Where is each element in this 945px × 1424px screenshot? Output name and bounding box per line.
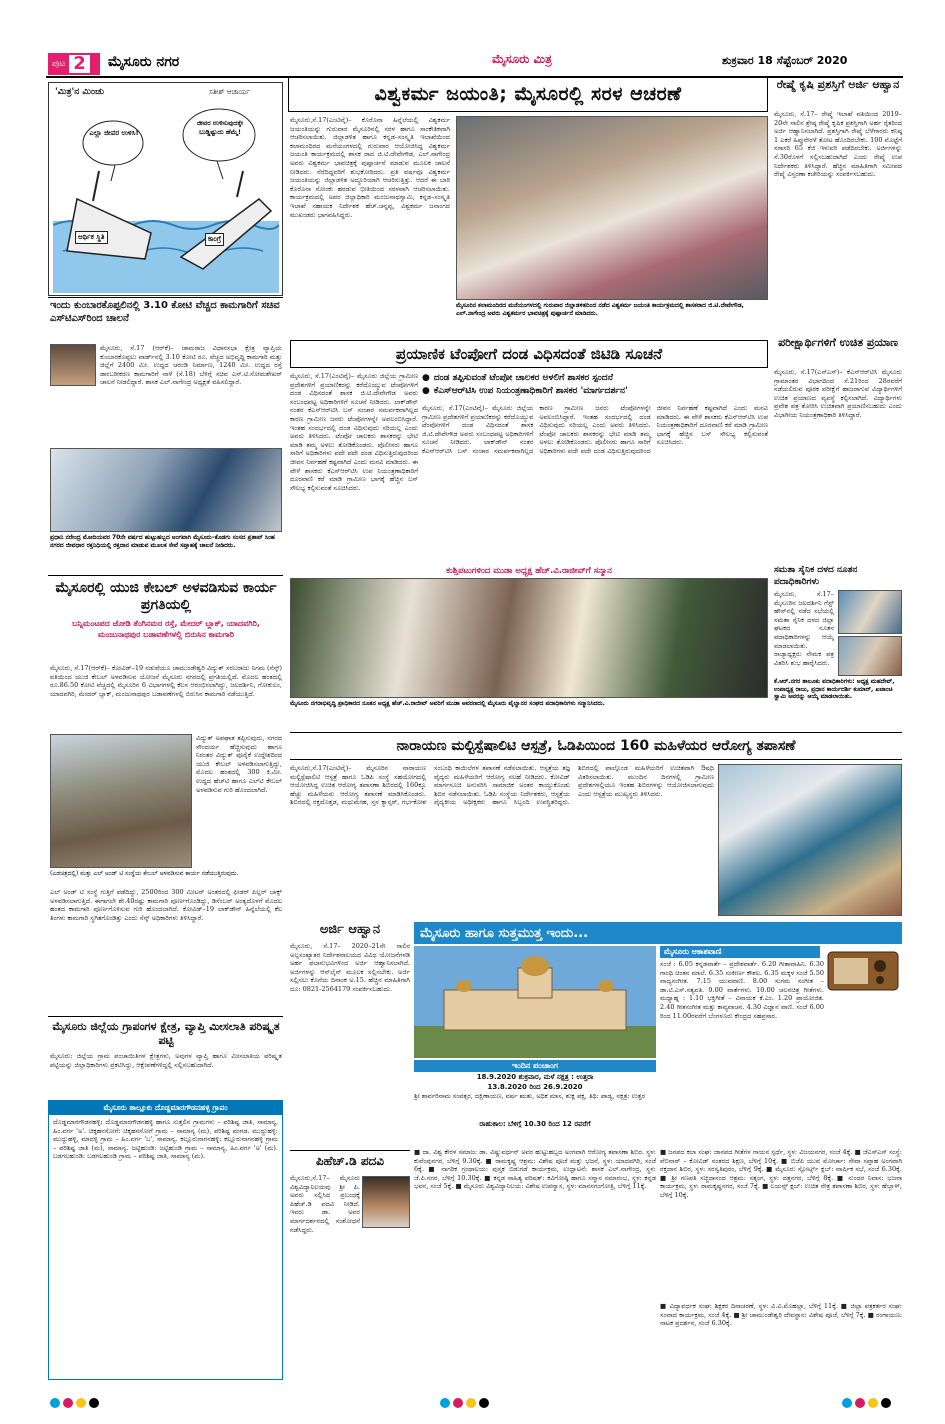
tempo-bullets [422, 372, 768, 402]
tempo-headline: ಪ್ರಯಾಣಿಕ ಟೆಂಪೋಗೆ ದಂಡ ವಿಧಿಸದಂತೆ ಜಿಟಿಡಿ ಸೂಚನೆ [395, 345, 663, 363]
radio-text: ಸಂಜೆ : 6.05 ಕನ್ನಡವಾರ್ತೆ – ಪ್ರದೇಶವಾರ್ತೆ. 6.20 ಗೀತಾವಾಹಿನಿ. 6.30 ಗಾಂಧಿ ಚಿಂತನ ಮಾಲೆ. 6.35 ಸಂಕೀರ್ಣ ಕೌಶಲ. 6.35 ಮಕ್ಕಳ ಸಂಜೆ 5.50 ವಾದ್ಯಸಂಗೀತ. 7.15 ಯುವವಾಣಿ. 8.00 ಸುಗಮ ಸಂಗೀತ – ಡಾ.ಟಿ.ಎಸ್.ಸತ್ಯವತಿ. 9.00 ವಾರ್ತೆಗಳು. 10.00 ಚಲನಚಿತ್ರ ಗೀತೆಗಳು. ಮಧ್ಯಾಹ್ನ : 1.10 ಭಕ್ತಿಗೀತೆ – ವಿನಾಯಕ ಕೆ.ಎಂ. 1.20 ಪ್ರಾಯೋಜಿತ. 2.40 ಗೀತಸಂಗೀತ ಮತ್ತು ಕಾವ್ಯವಾಚನ. 4.30 ವಿಜ್ಞಾನ ವಾಣಿ. ಸಂಜೆ 6.00 ರಿಂದ 11.00ರವರೆಗೆ ಬೆಂಗಳೂರು ಕೇಂದ್ರದ ಸಹಪ್ರಸಾರ. [660, 960, 824, 1020]
cartoon-boat-label-left: ಆರ್ಥಿಕ ಸ್ಥಿತಿ [75, 231, 108, 244]
ugd-text-1: ಮೈಸೂರು, ಸೆ.17(ಆರ್‌ಕೆ)– ಕೋವಿಡ್–19 ನಡುವೆಯೂ ಚಾಮುಂಡೇಶ್ವರಿ ವಿದ್ಯುತ್ ಸರಬರಾಜು ನಿಗಮ (ಸೆಸ್ಕ್) ವತಿಯಿಂದ ಯುಜಿ ಕೇಬಲ್ ಅಳವಡಿಸುವ ಯೋಜನೆ ಮೈಸೂರು ನಗರದಲ್ಲಿ ಪ್ರಗತಿಯಲ್ಲಿದೆ. ಮೊದಲ ಹಂತದಲ್ಲಿ ರೂ.86.50 ಕೋಟಿ ವೆಚ್ಚದಲ್ಲಿ ಮೈಸೂರಿನ 6 ವಿಭಾಗಗಳಲ್ಲಿ ಕೆಲಸ ಆರಂಭಿಸಲಾಗಿದ್ದು, ಜಲದರ್ಶಿನಿ, ಗೋಕುಲಂ, ಯಾದವಗಿರಿ, ಮೇದರ್ ಬ್ಲಾಕ್, ಮಂಜುನಾಥಪುರ ಬಡಾವಣೆಗಳಲ್ಲಿ ಬಿರುಸಿನ ಕಾಮಗಾರಿ ನಡೆಯುತ್ತಿದೆ. [50, 664, 282, 698]
ugd-caption: (ಎಡಚಿತ್ರದಲ್ಲಿ) ಮತ್ತು ಎಲ್ ಅಂಡ್ ಟಿ ಸಂಸ್ಥೆಯ ಕೇಬಲ್ ಅಳವಡಿಸುವ ಕಾರ್ಯ ನಡೆಯುತ್ತಿರುವುದು. [50, 870, 239, 877]
divider [48, 1016, 283, 1017]
arji-text: ಮೈಸೂರು, ಸೆ.17– 2020–21ನೇ ಸಾಲಿನ ಅಲ್ಪಸಂಖ್ಯಾತರ ನಿರ್ದೇಶನಾಲಯದ ವಿವಿಧ ಯೋಜನೆಗಳಡಿ ಅರ್ಹ ಫಲಾನುಭವಿಗಳಿಂದ ಅರ್ಜಿ ಆಹ್ವಾನಿಸಲಾಗಿದೆ. ಅರ್ಜಿಗಳನ್ನು ಆನ್‌ಲೈನ್ ಮೂಲಕ ಸಲ್ಲಿಸಬೇಕು. ಅರ್ಜಿ ಸಲ್ಲಿಸಲು ಕೊನೆಯ ದಿನಾಂಕ ಅ.15. ಹೆಚ್ಚಿನ ಮಾಹಿತಿಗಾಗಿ ದೂ: 0821-2564179 ಸಂಪರ್ಕಿಸಬಹುದು. [290, 942, 410, 993]
tempo-bullet-2-text: ಕೆಎಸ್‌ಆರ್‌ಟಿಸಿ ಉಪ ನಿಯಂತ್ರಣಾಧಿಕಾರಿಗೆ ಶಾಸಕರ 'ಮಾರ್ಗದರ್ಶನ' [433, 386, 628, 396]
tempo-bullet-1-text: ದಂಡ ತಪ್ಪಿಸುವಂತೆ ಟೆಂಪೋ ಚಾಲಕರ ಅಳಲಿಗೆ ಶಾಸಕರ ಸ್ಪಂದನೆ [433, 373, 613, 383]
samata-photo-2 [838, 636, 902, 676]
narayana-text: ಮೈಸೂರು,ಸೆ.17(ಎಂಟಿವೈ)– ಮೈಸೂರಿನ ನಾರಾಯಣ ಮಲ್ಟಿಸ್ಪೆಷಾಲಿಟಿ ಆಸ್ಪತ್ರೆ ಹಾಗೂ ಓಡಿಪಿ ಸಂಸ್ಥೆ ಸಹಯೋಗದಲ್ಲಿ ಆಯೋಜಿಸಿದ್ದ ಉಚಿತ ಆರೋಗ್ಯ ತಪಾಸಣಾ ಶಿಬಿರದಲ್ಲಿ 160ಕ್ಕೂ ಹೆಚ್ಚು ಮಹಿಳೆಯರು ಆರೋಗ್ಯ ತಪಾಸಣೆ ಮಾಡಿಸಿಕೊಂಡರು. ಶಿಬಿರದಲ್ಲಿ ರಕ್ತದೊತ್ತಡ, ಮಧುಮೇಹ, ಸ್ತನ ಕ್ಯಾನ್ಸರ್, ಗರ್ಭಕೋಶ ಸಂಬಂಧಿ ಕಾಯಿಲೆಗಳ ತಪಾಸಣೆ ನಡೆಸಲಾಯಿತು. ಆಸ್ಪತ್ರೆಯ ತಜ್ಞ ವೈದ್ಯರು ಮಹಿಳೆಯರಿಗೆ ಆರೋಗ್ಯ ಸಲಹೆ ನೀಡಿದರು. ಕೋವಿಡ್ ಮಾರ್ಗಸೂಚಿ ಅನುಸರಿಸಿ ಸಾಮಾಜಿಕ ಅಂತರ ಕಾಯ್ದುಕೊಂಡು ಶಿಬಿರ ನಡೆಸಲಾಯಿತು. ಓಡಿಪಿ ಸಂಸ್ಥೆಯ ನಿರ್ದೇಶಕರು, ಆಸ್ಪತ್ರೆಯ ವೈದ್ಯಕೀಯ ಅಧೀಕ್ಷಕರು ಹಾಗೂ ಸಿಬ್ಬಂದಿ ಉಪಸ್ಥಿತರಿದ್ದರು. ಶಿಬಿರದಲ್ಲಿ ಪಾಲ್ಗೊಂಡ ಮಹಿಳೆಯರಿಗೆ ಉಚಿತವಾಗಿ ಔಷಧಿ ವಿತರಿಸಲಾಯಿತು. ಮುಂದಿನ ದಿನಗಳಲ್ಲಿ ಗ್ರಾಮೀಣ ಪ್ರದೇಶಗಳಲ್ಲಿಯೂ ಇಂತಹ ಶಿಬಿರಗಳನ್ನು ಆಯೋಜಿಸಲಾಗುವುದು ಎಂದು ಆಸ್ಪತ್ರೆಯ ಮುಖ್ಯಸ್ಥರು ತಿಳಿಸಿದರು. [290, 764, 714, 807]
gram-box-text: ದೊಡ್ಡಮಾರಗೌಡನಹಳ್ಳಿ: ದೊಡ್ಡಮಾರಗೌಡನಹಳ್ಳಿ ಹಾಗೂ ಸುತ್ತಲಿನ ಗ್ರಾಮಗಳು – ಪರಿಶಿಷ್ಟ ಜಾತಿ, ಸಾಮಾನ್ಯ, ಹಿಂ.ವರ್ಗ 'ಅ'. ಚಿಕ್ಕಹನಸೋಗೆ: ಚಿಕ್ಕಹನಸೋಗೆ ಗ್ರಾಮ – ಸಾಮಾನ್ಯ (ಮ), ಪರಿಶಿಷ್ಟ ಪಂಗಡ. ಮುದ್ದುಹಳ್ಳಿ: ಮುದ್ದುಹಳ್ಳಿ, ಮಾದಳ್ಳಿ ಗ್ರಾಮ – ಹಿಂ.ವರ್ಗ 'ಬ', ಸಾಮಾನ್ಯ. ಕಲ್ಲೂರುನಾಗನಹಳ್ಳಿ: ಕಲ್ಲೂರುನಾಗನಹಳ್ಳಿ ಗ್ರಾಮ – ಪರಿಶಿಷ್ಟ ಜಾತಿ (ಮ), ಸಾಮಾನ್ಯ. ಜಟ್ಟಿಹುಂಡಿ: ಜಟ್ಟಿಹುಂಡಿ ಗ್ರಾಮ – ಸಾಮಾನ್ಯ, ಹಿಂ.ವರ್ಗ 'ಅ' (ಮ). ಬಡಗಲಹುಂಡಿ: ಬಡಗಲಹುಂಡಿ ಗ್ರಾಮ – ಪರಿಶಿಷ್ಟ ಜಾತಿ, ಸಾಮಾನ್ಯ (ಮ). [53, 1118, 278, 1161]
ugd-headline: ಮೈಸೂರಲ್ಲಿ ಯುಜಿ ಕೇಬಲ್ ಅಳವಡಿಸುವ ಕಾರ್ಯ ಪ್ರಗತಿಯಲ್ಲಿ [55, 580, 277, 613]
around-headline: ಮೈಸೂರು ಹಾಗೂ ಸುತ್ತಮುತ್ತ ಇಂದು... [420, 925, 589, 941]
reshme-text: ಮೈಸೂರು, ಸೆ.17– ರೇಷ್ಮೆ ಇಲಾಖೆ ವತಿಯಿಂದ 2019–20ನೇ ಸಾಲಿನ ಶ್ರೇಷ್ಠ ರೇಷ್ಮೆ ಕೃಷಿಕ ಪ್ರಶಸ್ತಿಗಾಗಿ ಅರ್ಹ ರೈತರಿಂದ ಅರ್ಜಿ ಆಹ್ವಾನಿಸಲಾಗಿದೆ. ಪ್ರಶಸ್ತಿಗಾಗಿ ರೇಷ್ಮೆ ಬೆಳೆಗಾರರು ಕನಿಷ್ಠ 1 ಎಕರೆ ಹಿಪ್ಪುನೇರಳೆ ತೋಟ ಹೊಂದಿರಬೇಕು. 100 ಮೊಟ್ಟೆಗೆ ಸರಾಸರಿ 65 ಕೆಜಿ ಇಳುವರಿ ಪಡೆದಿರಬೇಕು. ಅರ್ಜಿಗಳನ್ನು ಸೆ.30ರೊಳಗೆ ಸಲ್ಲಿಸಬಹುದಾಗಿದೆ ಎಂದು ರೇಷ್ಮೆ ಉಪ ನಿರ್ದೇಶಕರು ತಿಳಿಸಿದ್ದಾರೆ. ಹೆಚ್ಚಿನ ಮಾಹಿತಿಗಾಗಿ ಸಮೀಪದ ರೇಷ್ಮೆ ವಿಸ್ತರಣಾ ಕಚೇರಿಯನ್ನು ಸಂಪರ್ಕಿಸಬಹುದು. [774, 110, 902, 179]
phd-headshot [362, 1176, 410, 1228]
gram-text: ಮೈಸೂರು: ಜಿಲ್ಲೆಯ ಗ್ರಾಮ ಪಂಚಾಯಿತಿಗಳ ಕ್ಷೇತ್ರಗಳು, ಅವುಗಳ ವ್ಯಾಪ್ತಿ ಹಾಗೂ ಮೀಸಲಾತಿಯ ಪರಿಷ್ಕೃತ ಪಟ್ಟಿಯನ್ನು ಜಿಲ್ಲಾಧಿಕಾರಿಗಳು ಪ್ರಕಟಿಸಿದ್ದು, ಆಕ್ಷೇಪಣೆಗಳಿದ್ದಲ್ಲಿ ಸಲ್ಲಿಸಬಹುದಾಗಿದೆ. [50, 1052, 282, 1069]
cartoon-bubble-left: ಎಲ್ಲಾ ಜೀವರ ಉಳಿಸಿ! [89, 129, 139, 137]
black-swatch [881, 1398, 891, 1408]
registration-bar-center [440, 1398, 500, 1408]
magenta-swatch [453, 1398, 463, 1408]
exam-text: ಮೈಸೂರು, ಸೆ.17(ಎಸ್‌ಎಸ್)– ಕೆಎಸ್‌ಆರ್‌ಟಿಸಿ ಮೈಸೂರು ಗ್ರಾಮಾಂತರ ವಿಭಾಗದಿಂದ ಸೆ.21ರಿಂದ 28ರವರೆಗೆ ನಡೆಯಲಿರುವ ಪೂರಕ ಪರೀಕ್ಷೆಗೆ ಹಾಜರಾಗುವ ವಿದ್ಯಾರ್ಥಿಗಳಿಗೆ ಉಚಿತ ಪ್ರಯಾಣದ ವ್ಯವಸ್ಥೆ ಕಲ್ಪಿಸಲಾಗಿದೆ. ವಿದ್ಯಾರ್ಥಿಗಳು ಪ್ರವೇಶ ಪತ್ರ ತೋರಿಸಿ ಉಚಿತವಾಗಿ ಪ್ರಯಾಣಿಸಬಹುದು ಎಂದು ವಿಭಾಗೀಯ ನಿಯಂತ್ರಣಾಧಿಕಾರಿ ತಿಳಿಸಿದ್ದಾರೆ. [774, 368, 902, 419]
cartoon-credit: ಸತೀಶ್ ಆಚಾರ್ಯ [209, 88, 250, 96]
blood-donation-caption: ಪ್ರಧಾನಿ ನರೇಂದ್ರ ಮೋದಿಯವರ 70ನೇ ವರ್ಷದ ಹುಟ್ಟುಹಬ್ಬದ ಅಂಗವಾಗಿ ಮೈಸೂರು–ಕೊಡಗು ಸಂಸದ ಪ್ರತಾಪ್ ಸಿಂಹ ನಗರದ ಜೀವಧಾರ ರಕ್ತನಿಧಿಯಲ್ಲಿ ರಕ್ತದಾನ ಮಾಡುವ ಮೂಲಕ ಸೇವೆ ಸಪ್ತಾಹಕ್ಕೆ ಚಾಲನೆ ನೀಡಿದರು. [50, 534, 275, 549]
magenta-swatch [63, 1398, 73, 1408]
events-text-2: ■ ಜನಪದ ಕಲಾ ಸಂಘ: ಜಾನಪದ ಗೀತೆಗಳ ಗಾಯನ ಸ್ಪರ್ಧೆ, ಸ್ಥಳ: ವಿಜಯನಗರ, ಸಂಜೆ 4ಕ್ಕೆ. ■ ಜೆಎಸ್‌ಎಸ್ ಸಂಸ್ಥೆ: ವೆಬಿನಾರ್ – ಕೋವಿಡ್ ನಂತರದ ಶಿಕ್ಷಣ, ಬೆಳಿಗ್ಗೆ 10ಕ್ಕೆ. ■ ಬಿಜೆಪಿ ಯುವ ಮೋರ್ಚಾ: ಸೇವಾ ಸಪ್ತಾಹ ಅಂಗವಾಗಿ ರಕ್ತದಾನ ಶಿಬಿರ, ಸ್ಥಳ: ಸರಸ್ವತಿಪುರಂ, ಬೆಳಿಗ್ಗೆ 9ಕ್ಕೆ. ■ ಮೈಸೂರು ಸ್ಪೋರ್ಟ್ಸ್ ಕ್ಲಬ್: ವಾರ್ಷಿಕ ಸಭೆ, ಸಂಜೆ 6.30ಕ್ಕೆ. ■ ಶ್ರೀ ಗಣಪತಿ ಸಚ್ಚಿದಾನಂದ ಆಶ್ರಮ: ಸತ್ಸಂಗ, ಸ್ಥಳ: ದತ್ತನಗರ, ಬೆಳಿಗ್ಗೆ 8ಕ್ಕೆ. ■ ಸುಂದರ ನಿವಾಸ: ಭಜನಾ ಕಾರ್ಯಕ್ರಮ, ಸ್ಥಳ: ರಾಮಕೃಷ್ಣನಗರ, ಸಂಜೆ 7ಕ್ಕೆ. ■ ಲಯನ್ಸ್ ಕ್ಲಬ್: ಉಚಿತ ನೇತ್ರ ತಪಾಸಣಾ ಶಿಬಿರ, ಸ್ಥಳ: ಹೆಬ್ಬಾಳ್, ಬೆಳಿಗ್ಗೆ 10ಕ್ಕೆ. [660, 1148, 902, 1199]
cartoon-boat-label-right: ಕಾಂಗ್ರೆ [205, 233, 224, 246]
arji-headline: ಅರ್ಜಿ ಆಹ್ವಾನ [319, 922, 381, 937]
panchanga-line-2: 13.8.2020 ರಿಂದ 26.9.2020 [487, 1083, 583, 1091]
tempo-bullet-1 [422, 372, 768, 385]
palace-photo [414, 946, 656, 1058]
masthead [46, 50, 903, 76]
page-number: 2 [69, 55, 90, 73]
blood-donation-photo [50, 448, 282, 532]
bullet-icon: ● [422, 373, 430, 383]
reshme-headline: ರೇಷ್ಮೆ ಕೃಷಿ ಪ್ರಶಸ್ತಿಗೆ ಅರ್ಜಿ ಆಹ್ವಾನ [776, 78, 900, 91]
divider [48, 575, 283, 576]
samata-photo-1 [838, 590, 902, 634]
registration-bar-left [50, 1398, 110, 1408]
gram-box [48, 1100, 283, 1380]
rahukala: ರಾಹುಕಾಲ: ಬೆಳಿಗ್ಗೆ 10.30 ರಿಂದ 12 ರವರೆಗೆ [479, 1120, 591, 1128]
phd-headline: ಪಿಹೆಚ್.ಡಿ ಪದವಿ [315, 1154, 385, 1168]
section-title: ಮೈಸೂರು ನಗರ [108, 54, 180, 70]
radio-title: ಮೈಸೂರು ಆಕಾಶವಾಣಿ [660, 946, 820, 958]
narayana-headline-box [290, 732, 902, 760]
cartoon-bubble-right: ಜೀವರ ಉಳಿಸುವುದಕ್ಕೇ ಬುಡ್ಡಿಷ್ಟುದು ಹೆಮ್ಮೆ! [196, 119, 244, 136]
paper-name: ಮೈಸೂರು ಮಿತ್ರ [492, 52, 552, 66]
main-headline: ವಿಶ್ವಕರ್ಮ ಜಯಂತಿ; ಮೈಸೂರಲ್ಲಿ ಸರಳ ಆಚರಣೆ [374, 83, 682, 105]
events-text-3: ■ ವಿದ್ಯಾವರ್ಧಕ ಸಂಘ: ಶಿಕ್ಷಕರ ದಿನಾಚರಣೆ, ಸ್ಥಳ: ವಿ.ವಿ.ಮೊಹಲ್ಲಾ, ಬೆಳಿಗ್ಗೆ 11ಕ್ಕೆ. ■ ಜಿಲ್ಲಾ ಪತ್ರಕರ್ತರ ಸಂಘ: ಸಂವಾದ ಕಾರ್ಯಕ್ರಮ, ಸಂಜೆ 4ಕ್ಕೆ. ■ ಶ್ರೀ ಚಾಮುಂಡೇಶ್ವರಿ ದೇವಸ್ಥಾನ: ವಿಶೇಷ ಪೂಜೆ, ಬೆಳಿಗ್ಗೆ 7ಕ್ಕೆ. ■ ರಂಗಾಯಣ: ನಾಟಕ ಪ್ರದರ್ಶನ, ಸಂಜೆ 6.30ಕ್ಕೆ. [660, 1302, 902, 1328]
main-story-text: ಮೈಸೂರು,ಸೆ.17(ಎಂಟಿವೈ)– ಕೊರೊನಾ ಹಿನ್ನೆಲೆಯಲ್ಲಿ ವಿಶ್ವಕರ್ಮ ಜಯಂತಿಯನ್ನು ಗುರುವಾರ ಮೈಸೂರಿನಲ್ಲಿ ಸರಳ ಹಾಗೂ ಸಾಂಕೇತಿಕವಾಗಿ ಆಚರಿಸಲಾಯಿತು. ಜಿಲ್ಲಾಡಳಿತ ಹಾಗೂ ಕನ್ನಡ–ಸಂಸ್ಕೃತಿ ಇಲಾಖೆಯಿಂದ ಕಲಾಮಂದಿರದ ಮನೆಯಂಗಳದಲ್ಲಿ ಗುರುವಾರ ಆಯೋಜಿಸಿದ್ದ ವಿಶ್ವಕರ್ಮ ಜಯಂತಿ ಕಾರ್ಯಕ್ರಮದಲ್ಲಿ ಶಾಸಕ ರಾದ ಜಿ.ಟಿ.ದೇವೇಗೌಡ, ಎಲ್.ನಾಗೇಂದ್ರ ಅವರು ವಿಶ್ವಕರ್ಮ ಭಾವಚಿತ್ರಕ್ಕೆ ಪುಷ್ಪಾರ್ಚನೆ ಮಾಡುವ ಮೂಲಕ ಚಾಲನೆ ನೀಡಿದರು. ನೆರೆದಿದ್ದವರಿಗೆ ಶುಭಕೋರಿದರು. ಪ್ರತಿ ವರ್ಷವೂ ವಿಶ್ವಕರ್ಮ ಜಯಂತಿಯನ್ನು ಜಿಲ್ಲಾಡಳಿತ ಅದ್ಧೂರಿಯಾಗಿ ಆಚರಿಸುತ್ತಿತ್ತು. ಆದರೆ ಈ ಬಾರಿ ಕೊರೊನಾ ಸೋಂಕು ಹರಡುವ ಭೀತಿಯಿಂದ ಸರಳವಾಗಿ ಆಚರಿಸಲಾಯಿತು. ಕಾರ್ಯಕ್ರಮದಲ್ಲಿ ಅಪರ ಜಿಲ್ಲಾಧಿಕಾರಿ ಮಂಜುನಾಥಸ್ವಾಮಿ, ಕನ್ನಡ–ಸಂಸ್ಕೃತಿ ಇಲಾಖೆ ಸಹಾಯಕ ನಿರ್ದೇಶಕ ಹೆಚ್.ಚನ್ನಪ್ಪ, ವಿಶ್ವಕರ್ಮ ಜನಾಂಗದ ಮುಖಂಡರು ಭಾಗವಹಿಸಿದ್ದರು. [290, 116, 450, 219]
samata-caption: ಕೆ.ಆರ್.ನಗರ ತಾಲೂಕು ಪದಾಧಿಕಾರಿಗಳು: ಅಧ್ಯಕ್ಷ ಮಹದೇವ್, ಉಪಾಧ್ಯಕ್ಷ ರಾಜು, ಪ್ರಧಾನ ಕಾರ್ಯದರ್ಶಿ ಕುಮಾರ್, ಖಜಾಂಚಿ ಸ್ವಾಮಿ ಅವರನ್ನು ಆಯ್ಕೆ ಮಾಡಲಾಯಿತು. [774, 678, 895, 701]
gram-box-title: ಮೈಸೂರು ತಾಲ್ಲೂಕು ದೊಡ್ಡಮಾರಗೌಡನಹಳ್ಳಿ ಗ್ರಾಪಂ [49, 1101, 282, 1115]
phd-text: ಮೈಸೂರು,ಸೆ.17– ಮೈಸೂರು ವಿಶ್ವವಿದ್ಯಾನಿಲಯವು ಶ್ರೀ ಪಿ. ಅವರು ಸಲ್ಲಿಸಿದ ಪ್ರಬಂಧಕ್ಕೆ ಪಿಹೆಚ್.ಡಿ ಪದವಿ ನೀಡಿದೆ. ಇವರು ಡಾ. ಅವರ ಮಾರ್ಗದರ್ಶನದಲ್ಲಿ ಸಂಶೋಧನೆ ನಡೆಸಿದ್ದರು. [290, 1174, 360, 1234]
radio-icon [826, 946, 900, 992]
yellow-swatch [868, 1398, 878, 1408]
panchanga-line-1: 18.9.2020 ಶುಕ್ರವಾರ, ಮಳೆ ನಕ್ಷತ್ರ : ಉತ್ತರಾ [476, 1073, 594, 1081]
ugd-text-3: ಎಲ್ ಅಂಡ್ ಟಿ ಸಂಸ್ಥೆ ಗುತ್ತಿಗೆ ಪಡೆದಿದ್ದು, 2500ರಿಂದ 300 ಮೀಟರ್ ಅಂತರದಲ್ಲಿ ಫೀಡರ್ ಪಿಲ್ಲರ್ ಬಾಕ್ಸ್ ಅಳವಡಿಸಲಾಗುತ್ತಿದೆ. ಈಗಾಗಲೇ ಶೇ.40ರಷ್ಟು ಕಾಮಗಾರಿ ಪೂರ್ಣಗೊಂಡಿದ್ದು, ಡಿಸೆಂಬರ್ ಅಂತ್ಯದೊಳಗೆ ಮೊದಲ ಹಂತದ ಕಾಮಗಾರಿ ಪೂರ್ಣಗೊಳಿಸುವ ಗುರಿ ಹೊಂದಲಾಗಿದೆ. ಕೋವಿಡ್–19 ಲಾಕ್‌ಡೌನ್ ಹಿನ್ನೆಲೆಯಲ್ಲಿ ಕೆಲ ತಿಂಗಳು ಕಾಮಗಾರಿ ಸ್ಥಗಿತಗೊಂಡಿತ್ತು ಎಂದು ಸೆಸ್ಕ್ ಅಧಿಕಾರಿಗಳು ತಿಳಿಸಿದ್ದಾರೆ. [50, 888, 282, 922]
events-text-1: ■ ದಾ. ವಿಶ್ವ ಕೇರಳ ಸಮಾಜ: ಡಾ. ವಿಷ್ಣುವರ್ಧನ್ ಅವರ ಹುಟ್ಟುಹಬ್ಬದ ಅಂಗವಾಗಿ ಆರೋಗ್ಯ ತಪಾಸಣಾ ಶಿಬಿರ. ಸ್ಥಳ: ಕುವೆಂಪುನಗರ, ಬೆಳಿಗ್ಗೆ 9.30ಕ್ಕೆ. ■ ರಾಮಕೃಷ್ಣ ಆಶ್ರಮ: ವಿಶೇಷ ಪೂಜೆ ಮತ್ತು ಭಜನೆ, ಸ್ಥಳ: ಯಾದವಗಿರಿ, ಸಂಜೆ 6ಕ್ಕೆ. ■ ನಾಗರಿಕ ಗ್ರಂಥಾಲಯ: ಪುಸ್ತಕ ಬಿಡುಗಡೆ ಕಾರ್ಯಕ್ರಮ, ಉದ್ಘಾಟನೆ: ಶಾಸಕ ಎಲ್.ನಾಗೇಂದ್ರ, ಸ್ಥಳ: ಜೆ.ಪಿ.ನಗರ, ಬೆಳಿಗ್ಗೆ 10.30ಕ್ಕೆ. ■ ಕನ್ನಡ ಸಾಹಿತ್ಯ ಪರಿಷತ್: ಕವಿಗೋಷ್ಠಿ ಹಾಗೂ ಸನ್ಮಾನ ಸಮಾರಂಭ, ಸ್ಥಳ: ಕನ್ನಡ ಭವನ, ಸಂಜೆ 5ಕ್ಕೆ. ■ ಮೈಸೂರು ವಿಶ್ವವಿದ್ಯಾನಿಲಯ: ವಿಶೇಷ ಉಪನ್ಯಾಸ, ಸ್ಥಳ: ಮಾನಸಗಂಗೋತ್ರಿ, ಬೆಳಿಗ್ಗೆ 11ಕ್ಕೆ. [414, 1148, 656, 1191]
cartoon-box [48, 82, 283, 296]
ugd-text-2: ವಿದ್ಯುತ್ ಅಪಘಾತ ತಪ್ಪಿಸುವುದು, ನಗರದ ಸೌಂದರ್ಯ ಹೆಚ್ಚಿಸುವುದು ಹಾಗೂ ನಿರಂತರ ವಿದ್ಯುತ್ ಪೂರೈಕೆ ಉದ್ದೇಶದಿಂದ ಯುಜಿ ಕೇಬಲ್ ಅಳವಡಿಸಲಾಗುತ್ತಿದ್ದು, ಮೊದಲ ಹಂತದಲ್ಲಿ 300 ಕಿ.ಮೀ. ಉದ್ದದ ಹೆಚ್‌ಟಿ ಹಾಗೂ ಎಲ್‌ಟಿ ಕೇಬಲ್ ಅಳವಡಿಸುವ ಗುರಿ ಹೊಂದಲಾಗಿದೆ. [196, 734, 282, 794]
tribute-photo [290, 578, 768, 698]
kumbara-headline: ಇಂದು ಕುಂಬಾರಕೊಪ್ಪಲಿನಲ್ಲಿ 3.10 ಕೋಟಿ ವೆಚ್ಚದ ಕಾಮಗಾರಿಗೆ ಸಚಿವ ಎಸ್‌ಟಿಎಸ್‌ರಿಂದ ಚಾಲನೆ [50, 300, 280, 324]
yellow-swatch [466, 1398, 476, 1408]
black-swatch [89, 1398, 99, 1408]
panchanga-box [414, 1060, 656, 1144]
around-headline-box [414, 922, 902, 944]
kumbara-headshot [50, 344, 96, 386]
magenta-swatch [855, 1398, 865, 1408]
cyan-swatch [440, 1398, 450, 1408]
samata-text: ಮೈಸೂರು, ಸೆ.17– ಮೈಸೂರಿನ ಜಲದರ್ಶಿನಿ ಗೆಸ್ಟ್ ಹೌಸ್‌ನಲ್ಲಿ ನಡೆದ ಸಭೆಯಲ್ಲಿ ಸಮತಾ ಸೈನಿಕ ದಳದ ಜಿಲ್ಲಾ ಘಟಕದ ನೂತನ ಪದಾಧಿಕಾರಿಗಳನ್ನು ಆಯ್ಕೆ ಮಾಡಲಾಯಿತು. ರಾಜ್ಯಾಧ್ಯಕ್ಷರು ನೇಮಕ ಪತ್ರ ವಿತರಿಸಿ ಶುಭ ಹಾರೈಸಿದರು. [774, 590, 834, 667]
tempo-text-lead: ಮೈಸೂರು, ಸೆ.17(ಎಂಟಿವೈ)– ಮೈಸೂರು ಜಿಲ್ಲೆಯ ಗ್ರಾಮೀಣ ಪ್ರದೇಶಗಳಿಗೆ ಪ್ರಯಾಣಿಕರನ್ನು ಕರೆದೊಯ್ಯುವ ಟೆಂಪೋಗಳಿಗೆ ದಂಡ ವಿಧಿಸದಂತೆ ಶಾಸಕ ಜಿ.ಟಿ.ದೇವೇಗೌಡ ಅವರು ಸಂಬಂಧಪಟ್ಟ ಅಧಿಕಾರಿಗಳಿಗೆ ಸೂಚನೆ ನೀಡಿದರು. ಲಾಕ್‌ಡೌನ್ ನಂತರ ಕೆಎಸ್‌ಆರ್‌ಟಿಸಿ ಬಸ್ ಸಂಚಾರ ಸಮರ್ಪಕವಾಗಿಲ್ಲದ ಕಾರಣ ಗ್ರಾಮೀಣ ಜನರು ಟೆಂಪೋಗಳನ್ನೇ ಅವಲಂಬಿಸಿದ್ದಾರೆ. ಇಂತಹ ಸಂದರ್ಭದಲ್ಲಿ ದಂಡ ವಿಧಿಸುವುದು ಸರಿಯಲ್ಲ ಎಂದು ಅವರು ತಿಳಿಸಿದರು. ಟೆಂಪೋ ಚಾಲಕರು ಶಾಸಕರನ್ನು ಭೇಟಿ ಮಾಡಿ ತಮ್ಮ ಅಳಲು ತೋಡಿಕೊಂಡರು. ಪೊಲೀಸರು ಹಾಗೂ ಸಾರಿಗೆ ಅಧಿಕಾರಿಗಳು ಪದೇ ಪದೇ ದಂಡ ವಿಧಿಸುತ್ತಿರುವುದರಿಂದ ಜೀವನ ನಿರ್ವಹಣೆ ಕಷ್ಟವಾಗಿದೆ ಎಂದು ಮನವಿ ಮಾಡಿದರು. ಈ ವೇಳೆ ಶಾಸಕರು ಕೆಎಸ್‌ಆರ್‌ಟಿಸಿ ಉಪ ನಿಯಂತ್ರಣಾಧಿಕಾರಿಗೆ ದೂರವಾಣಿ ಕರೆ ಮಾಡಿ ಗ್ರಾಮೀಣ ಭಾಗಕ್ಕೆ ಹೆಚ್ಚಿನ ಬಸ್ ಸೌಲಭ್ಯ ಕಲ್ಪಿಸುವಂತೆ ಸೂಚಿಸಿದರು. [290, 372, 418, 492]
divider [48, 297, 283, 298]
tempo-headline-box [290, 340, 768, 368]
narayana-photo [718, 764, 902, 916]
tribute-caption: ಮೈಸೂರು ನಗರಾಭಿವೃದ್ಧಿ ಪ್ರಾಧಿಕಾರದ ನೂತನ ಅಧ್ಯಕ್ಷ ಹೆಚ್.ವಿ.ರಾಜೀವ್ ಅವರಿಗೆ ಮುಡಾ ಆವರಣದಲ್ಲಿ ಮೈಸೂರು ಪೈಲ್ವಾನರ ಸಂಘದ ಪದಾಧಿಕಾರಿಗಳು ಸನ್ಮಾನಿಸಿದರು. [290, 700, 605, 707]
cyan-swatch [842, 1398, 852, 1408]
yellow-swatch [76, 1398, 86, 1408]
cyan-swatch [50, 1398, 60, 1408]
exam-headline: ಪರೀಕ್ಷಾರ್ಥಿಗಳಿಗೆ ಉಚಿತ ಪ್ರಯಾಣ [778, 336, 898, 349]
panchanga-text: ಶ್ರೀ ಶಾರ್ವರಿನಾಮ ಸಂವತ್ಸರ, ದಕ್ಷಿಣಾಯಣ, ವರ್ಷ ಋತು, ಅಧಿಕ ಮಾಸ, ಶುಕ್ಲ ಪಕ್ಷ, ತಿಥಿ: ಪಾಡ್ಯ, ನಕ್ಷತ್ರ: ಉತ್ತರ [414, 1092, 646, 1100]
black-swatch [479, 1398, 489, 1408]
gram-headline: ಮೈಸೂರು ಜಿಲ್ಲೆಯ ಗ್ರಾಪಂಗಳ ಕ್ಷೇತ್ರ, ವ್ಯಾಪ್ತಿ ಮೀಸಲಾತಿ ಪರಿಷ್ಕೃತ ಪಟ್ಟಿ [52, 1020, 280, 1047]
panchanga-title: ಇಂದಿನ ಪಂಚಾಂಗ [414, 1060, 656, 1072]
narayana-headline: ನಾರಾಯಣ ಮಲ್ಟಿಸ್ಪೆಷಾಲಿಟಿ ಆಸ್ಪತ್ರೆ, ಓಡಿಪಿಯಿಂದ 160 ಮಹಿಳೆಯರ ಆರೋಗ್ಯ ತಪಾಸಣೆ [396, 738, 796, 754]
divider [290, 1150, 410, 1151]
issue-date: ಶುಕ್ರವಾರ 18 ಸೆಪ್ಟೆಂಬರ್ 2020 [722, 54, 848, 67]
page-label: ಪುಟ [52, 59, 66, 69]
kumbara-text: ಮೈಸೂರು, ಸೆ.17 (ಆರ್‌ಕೆ)– ಚಾಮರಾಜ ವಿಧಾನಸಭಾ ಕ್ಷೇತ್ರ ವ್ಯಾಪ್ತಿಯ ಕುಂಬಾರಕೊಪ್ಪಲು ವಾರ್ಡ್‌ನಲ್ಲಿ 3.10 ಕೋಟಿ ರೂ. ವೆಚ್ಚದ ಅಭಿವೃದ್ಧಿ ಕಾಮಗಾರಿ ಮತ್ತು ಜಿಲ್ಲೆಗೆ 2400 ಮೀ. ಉದ್ದದ ಚರಂಡಿ ನಿರ್ಮಾಣ, 1240 ಮೀ. ಉದ್ದದ ರಸ್ತೆ ಡಾಂಬರೀಕರಣ ಕಾಮಗಾರಿಗೆ ನಾಳೆ (ಸೆ.18) ಬೆಳಿಗ್ಗೆ ಸಚಿವ ಎಸ್.ಟಿ.ಸೋಮಶೇಖರ್ ಚಾಲನೆ ನೀಡಲಿದ್ದಾರೆ. ಶಾಸಕ ಎಲ್.ನಾಗೇಂದ್ರ ಅಧ್ಯಕ್ಷತೆ ವಹಿಸಲಿದ್ದಾರೆ. [100, 344, 282, 387]
ugd-photo [50, 734, 192, 868]
radio-box [660, 946, 902, 1140]
tempo-text-cont: ಮೈಸೂರು, ಸೆ.17(ಎಂಟಿವೈ)– ಮೈಸೂರು ಜಿಲ್ಲೆಯ ಗ್ರಾಮೀಣ ಪ್ರದೇಶಗಳಿಗೆ ಪ್ರಯಾಣಿಕರನ್ನು ಕರೆದೊಯ್ಯುವ ಟೆಂಪೋಗಳಿಗೆ ದಂಡ ವಿಧಿಸದಂತೆ ಶಾಸಕ ಜಿ.ಟಿ.ದೇವೇಗೌಡ ಅವರು ಸಂಬಂಧಪಟ್ಟ ಅಧಿಕಾರಿಗಳಿಗೆ ಸೂಚನೆ ನೀಡಿದರು. ಲಾಕ್‌ಡೌನ್ ನಂತರ ಕೆಎಸ್‌ಆರ್‌ಟಿಸಿ ಬಸ್ ಸಂಚಾರ ಸಮರ್ಪಕವಾಗಿಲ್ಲದ ಕಾರಣ ಗ್ರಾಮೀಣ ಜನರು ಟೆಂಪೋಗಳನ್ನೇ ಅವಲಂಬಿಸಿದ್ದಾರೆ. ಇಂತಹ ಸಂದರ್ಭದಲ್ಲಿ ದಂಡ ವಿಧಿಸುವುದು ಸರಿಯಲ್ಲ ಎಂದು ಅವರು ತಿಳಿಸಿದರು. ಟೆಂಪೋ ಚಾಲಕರು ಶಾಸಕರನ್ನು ಭೇಟಿ ಮಾಡಿ ತಮ್ಮ ಅಳಲು ತೋಡಿಕೊಂಡರು. ಪೊಲೀಸರು ಹಾಗೂ ಸಾರಿಗೆ ಅಧಿಕಾರಿಗಳು ಪದೇ ಪದೇ ದಂಡ ವಿಧಿಸುತ್ತಿರುವುದರಿಂದ ಜೀವನ ನಿರ್ವಹಣೆ ಕಷ್ಟವಾಗಿದೆ ಎಂದು ಮನವಿ ಮಾಡಿದರು. ಈ ವೇಳೆ ಶಾಸಕರು ಕೆಎಸ್‌ಆರ್‌ಟಿಸಿ ಉಪ ನಿಯಂತ್ರಣಾಧಿಕಾರಿಗೆ ದೂರವಾಣಿ ಕರೆ ಮಾಡಿ ಗ್ರಾಮೀಣ ಭಾಗಕ್ಕೆ ಹೆಚ್ಚಿನ ಬಸ್ ಸೌಲಭ್ಯ ಕಲ್ಪಿಸುವಂತೆ ಸೂಚಿಸಿದರು. [422, 404, 768, 455]
cartoon-title: 'ಮಿತ್ರ'ನ ಮಿಂಚು [55, 87, 105, 97]
samata-headline: ಸಮತಾ ಸೈನಿಕ ದಳದ ನೂತನ ಪದಾಧಿಕಾರಿಗಳು [774, 565, 858, 587]
registration-bar-right [842, 1398, 902, 1408]
tempo-bullet-2 [422, 385, 768, 398]
page-label-badge [48, 53, 100, 75]
main-story-photo [456, 116, 768, 300]
bullet-icon: ● [422, 386, 430, 396]
main-headline-box [288, 76, 768, 112]
ugd-subhead: ಬನ್ನಿಮಂಟಪದ ಜೋಡಿ ತೆಂಗಿನಮರ ರಸ್ತೆ, ಮೇದರ್ ಬ್ಲಾಕ್, ಯಾದವಗಿರಿ, ಮಂಜುನಾಥಪುರ ಬಡಾವಣೆಗಳಲ್ಲಿ ಬಿರುಸಿನ ಕಾಮಗಾರಿ [72, 619, 260, 639]
tribute-strap: ಕುಶ್ತಿಪಟುಗಳಿಂದ ಮುಡಾ ಅಧ್ಯಕ್ಷ ಹೆಚ್.ವಿ.ರಾಜೀವ್‌ಗೆ ಸನ್ಮಾನ [446, 566, 612, 576]
main-story-caption: ಮೈಸೂರಿನ ಕಲಾಮಂದಿರದ ಮನೆಯಂಗಳದಲ್ಲಿ ಗುರುವಾರ ಜಿಲ್ಲಾಡಳಿತದಿಂದ ನಡೆದ ವಿಶ್ವಕರ್ಮ ಜಯಂತಿ ಕಾರ್ಯಕ್ರಮದಲ್ಲಿ ಶಾಸಕರಾದ ಜಿ.ಟಿ.ದೇವೇಗೌಡ, ಎಲ್.ನಾಗೇಂದ್ರ ಅವರು ವಿಶ್ವಕರ್ಮರ ಭಾವಚಿತ್ರಕ್ಕೆ ಪುಷ್ಪಾರ್ಚನೆ ಮಾಡಿದರು. [456, 302, 744, 317]
